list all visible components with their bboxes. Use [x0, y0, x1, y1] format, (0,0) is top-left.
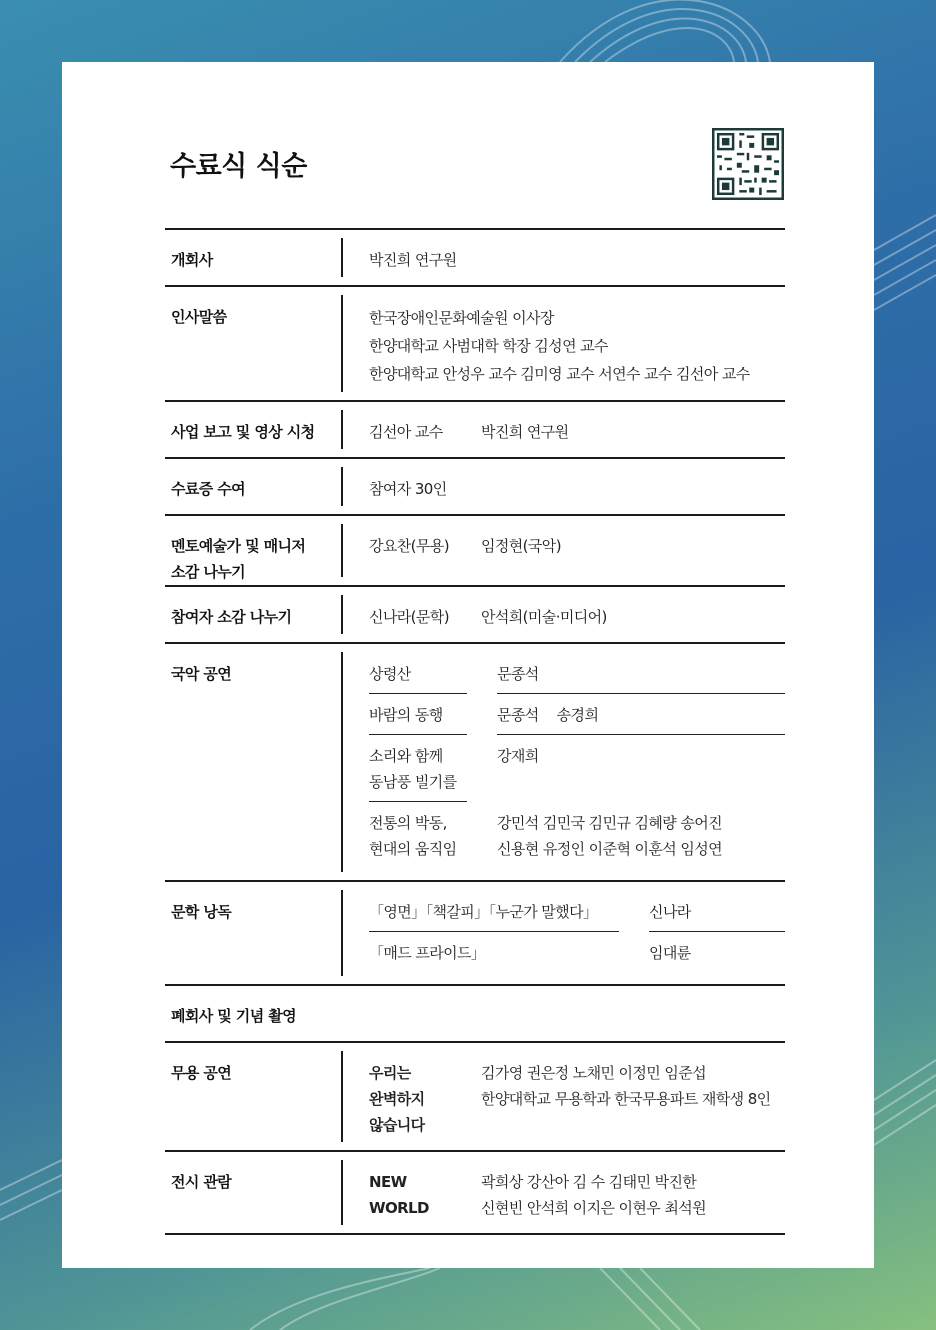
row-label: 수료증 수여: [171, 480, 246, 498]
piece-title-line: 현대의 움직임: [369, 840, 457, 858]
work-titles: 「영면」「책갈피」「누군가 말했다」: [369, 899, 619, 932]
literature-item: [369, 940, 785, 972]
work-titles: 「매드 프라이드」: [369, 944, 486, 962]
row-content: [343, 644, 785, 880]
piece-title-line: 전통의 박동,: [369, 814, 447, 832]
row-content: [343, 1043, 785, 1150]
piece-title-line: 동남풍 빌기를: [369, 773, 457, 791]
piece-title: 상령산: [369, 661, 467, 694]
performers: [481, 1060, 771, 1138]
piece-performers: 문종석: [497, 661, 785, 694]
row-content: [343, 402, 785, 457]
row-content: [343, 230, 785, 285]
content-item: 김선아 교수: [369, 423, 443, 441]
table-row: [165, 285, 785, 400]
content-item: 신나라(문학): [369, 608, 449, 626]
artists: [481, 1169, 706, 1221]
content-line: 한양대학교 사범대학 학장 김성연 교수: [369, 337, 608, 355]
qr-code-icon[interactable]: [712, 128, 784, 200]
content-line: 참여자 30인: [369, 480, 447, 498]
gugak-item: [369, 743, 785, 810]
content-line: 한양대학교 안성우 교수 김미영 교수 서연수 교수 김선아 교수: [369, 365, 750, 383]
table-row-closing: [165, 984, 785, 1041]
row-content: [343, 882, 785, 984]
exhibition-title-line: WORLD: [369, 1199, 429, 1217]
program-table: [165, 228, 785, 1235]
performer: 문종석: [497, 706, 539, 724]
table-row-dance: [165, 1041, 785, 1150]
row-label: 폐회사 및 기념 촬영: [171, 1007, 296, 1025]
row-content: [343, 1152, 785, 1233]
row-label: 사업 보고 및 영상 시청: [171, 423, 315, 441]
row-label: 무용 공연: [171, 1064, 232, 1082]
row-content: [343, 287, 785, 400]
gugak-item: [369, 810, 785, 868]
content-line: 박진희 연구원: [369, 251, 457, 269]
row-label: 전시 관람: [171, 1173, 232, 1191]
table-row: [165, 400, 785, 457]
content-item: 박진희 연구원: [481, 423, 569, 441]
row-content: [343, 587, 785, 642]
row-label-line: 소감 나누기: [171, 563, 246, 581]
piece-title: [369, 743, 467, 802]
page-title: 수료식 식순: [170, 151, 307, 182]
table-row: [165, 585, 785, 642]
literature-item: [369, 899, 785, 940]
piece-performers: [497, 702, 785, 735]
table-row-exhibit: [165, 1150, 785, 1235]
piece-title-line: 소리와 함께: [369, 747, 443, 765]
performer-line: 강민석 김민국 김민규 김혜량 송어진: [497, 814, 723, 832]
piece-title: [369, 810, 467, 868]
performer-line: 한양대학교 무용학과 한국무용파트 재학생 8인: [481, 1090, 771, 1108]
exhibition-title-line: NEW: [369, 1173, 407, 1191]
performance-title-line: 우리는: [369, 1064, 411, 1082]
row-label: 인사말씀: [171, 308, 227, 326]
row-label: 문학 낭독: [171, 903, 232, 921]
table-row: [165, 514, 785, 585]
row-label: [165, 516, 341, 585]
piece-performers: [497, 810, 785, 868]
content-item: 임정현(국악): [481, 537, 561, 555]
performance-title-line: 않습니다: [369, 1116, 425, 1134]
row-content: [343, 516, 785, 585]
row-label: 국악 공연: [171, 665, 232, 683]
piece-performers: 강재희: [497, 747, 539, 765]
performer-line: 김가영 권은정 노채민 이정민 임준섭: [481, 1064, 707, 1082]
reader-name: 임대륜: [649, 944, 691, 962]
row-label-line: 멘토예술가 및 매니저: [171, 537, 306, 555]
performance-title-line: 완벽하지: [369, 1090, 425, 1108]
content-item: 강요찬(무용): [369, 537, 449, 555]
performer-line: 신용현 유정인 이준혁 이훈석 임성연: [497, 840, 723, 858]
table-row: [165, 457, 785, 514]
reader-name: 신나라: [649, 899, 785, 932]
content-line: 한국장애인문화예술원 이사장: [369, 309, 554, 327]
table-row-gugak: [165, 642, 785, 880]
program-card: [62, 62, 874, 1268]
performer: 송경희: [556, 706, 599, 724]
table-row: [165, 228, 785, 285]
table-row-literature: [165, 880, 785, 984]
artist-line: 신현빈 안석희 이지은 이현우 최석원: [481, 1199, 707, 1217]
performance-title: [369, 1060, 481, 1138]
piece-title: 바람의 동행: [369, 702, 467, 735]
row-content: [343, 459, 785, 514]
gugak-item: [369, 661, 785, 702]
row-label: 개회사: [171, 251, 213, 269]
content-item: 안석희(미술·미디어): [481, 608, 607, 626]
row-label: 참여자 소감 나누기: [171, 608, 292, 626]
exhibition-title: [369, 1169, 481, 1221]
artist-line: 곽희상 강산아 김 수 김태민 박진한: [481, 1173, 697, 1191]
gugak-item: [369, 702, 785, 743]
